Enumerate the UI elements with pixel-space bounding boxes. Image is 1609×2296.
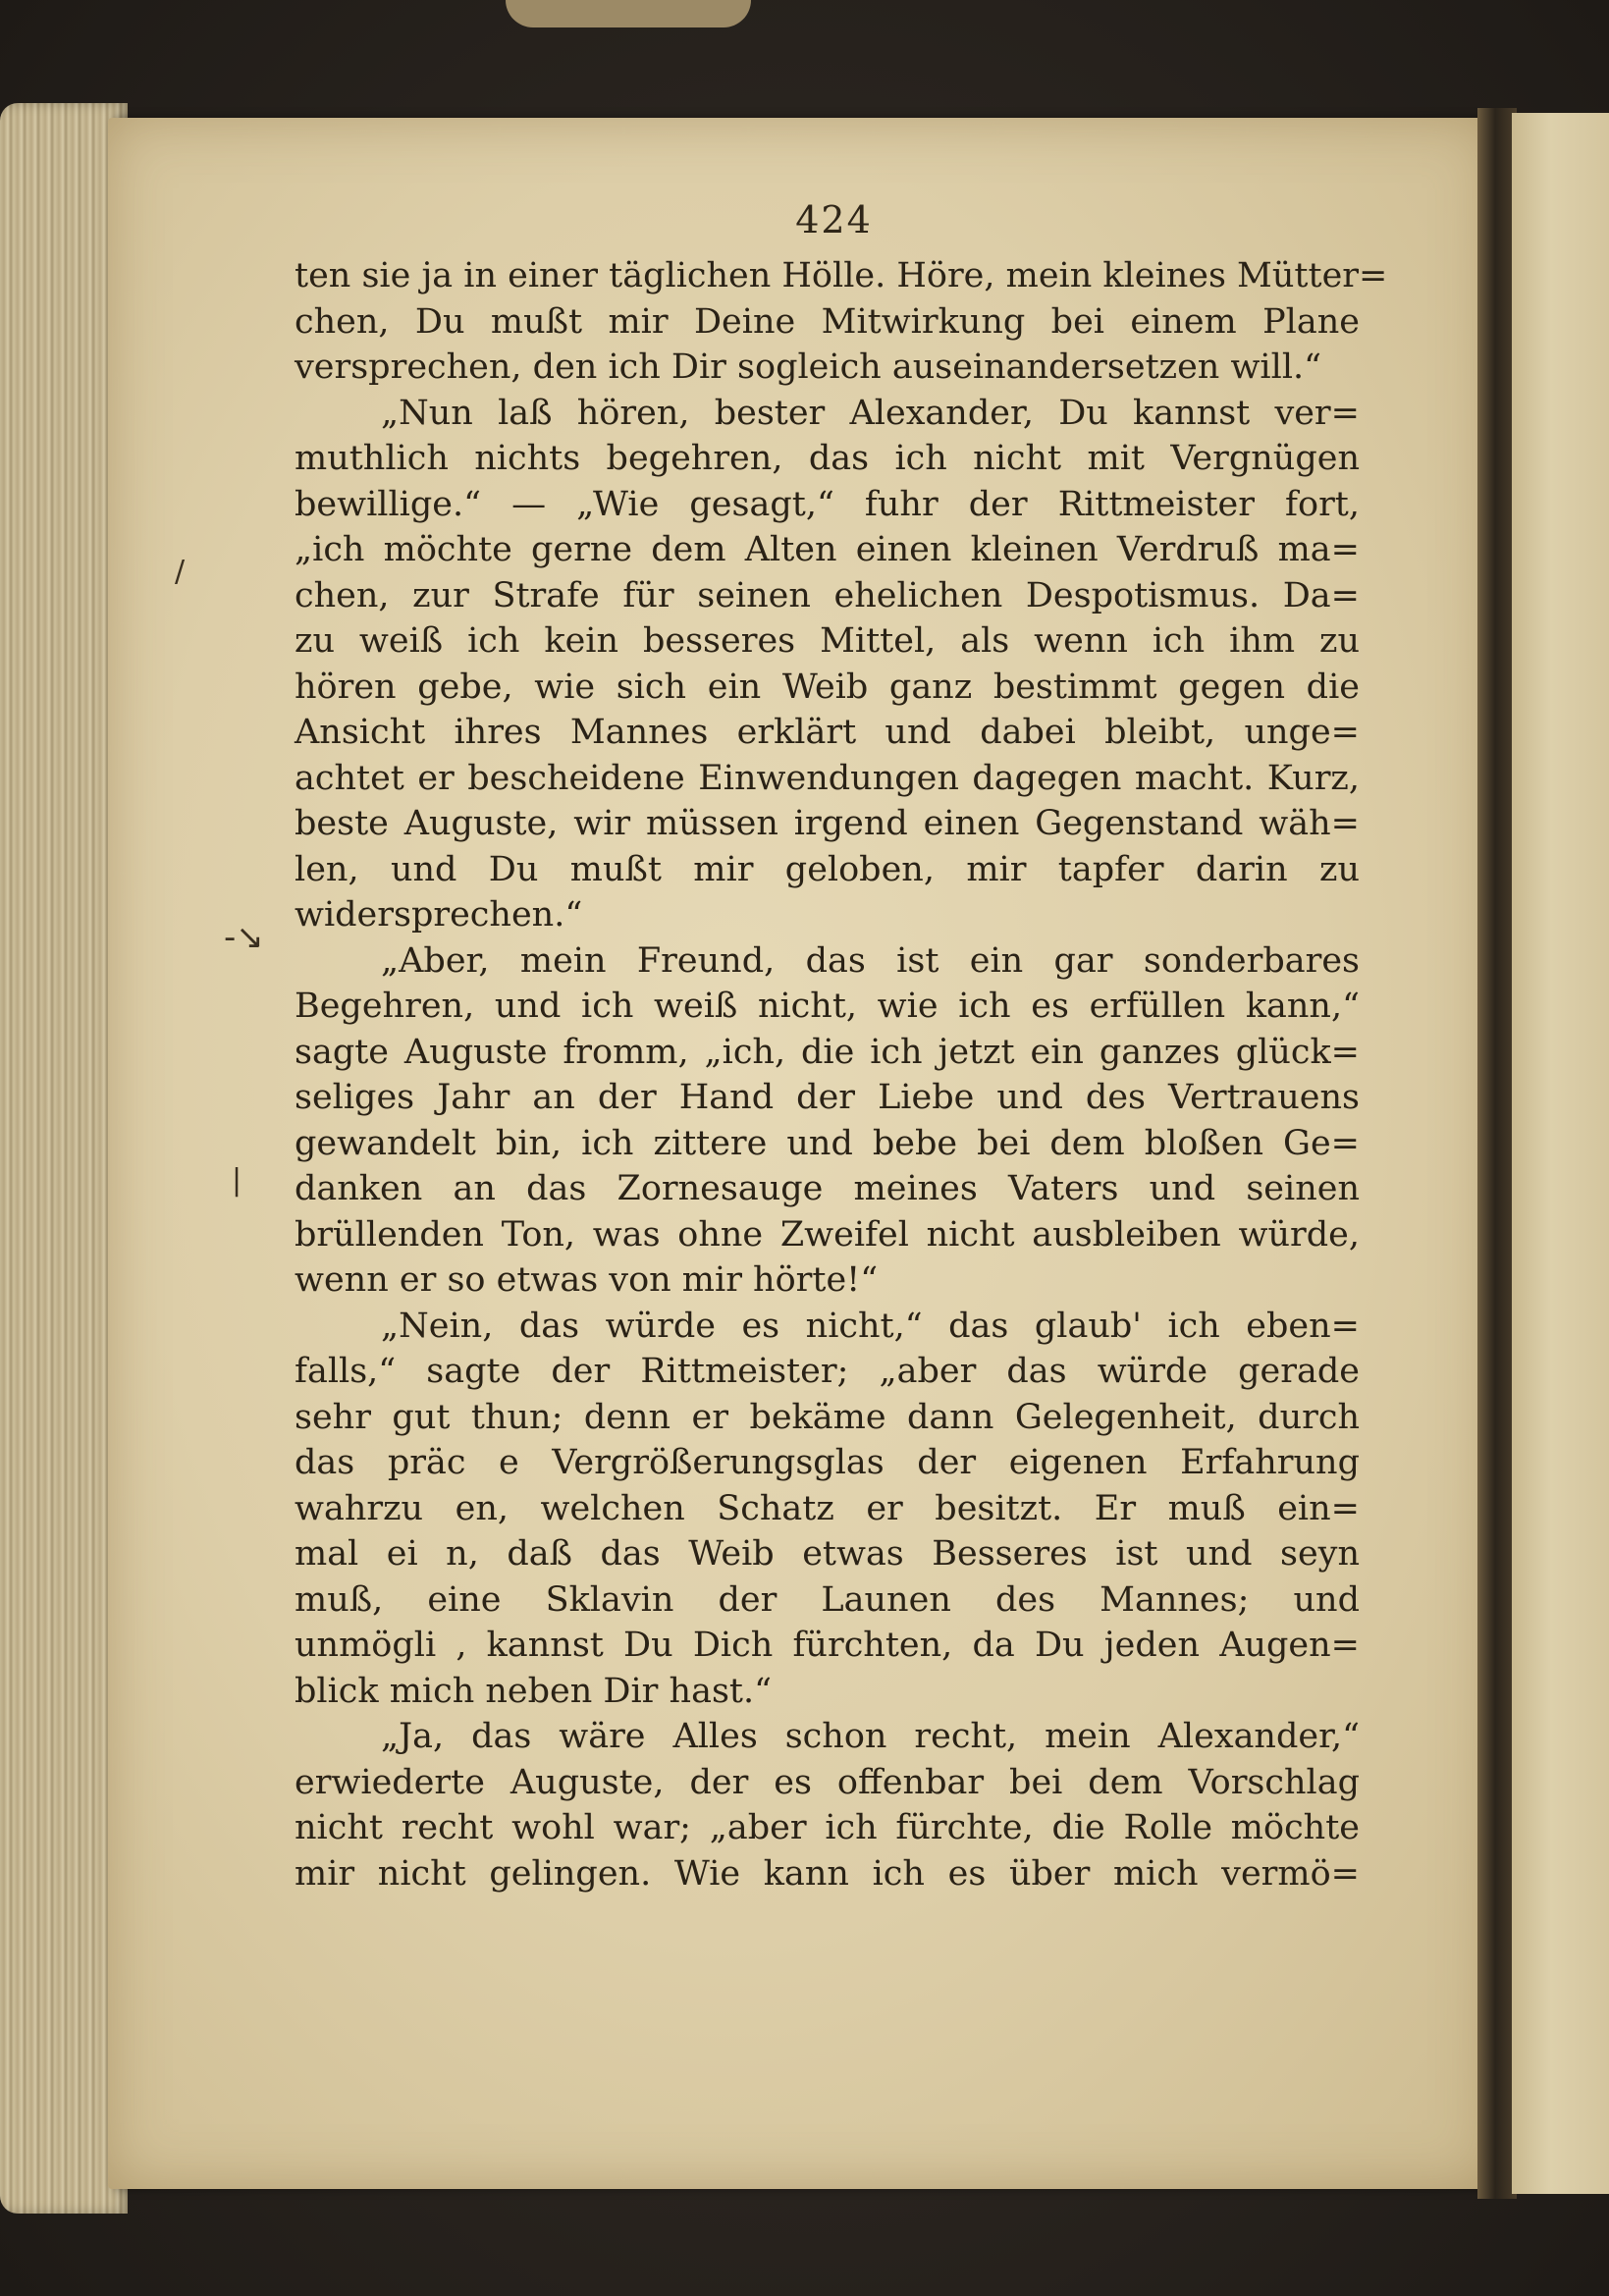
text-line (295, 984, 1360, 1030)
text-line (295, 391, 1360, 437)
text-line (295, 756, 1360, 802)
text-line-content: versprechen, den ich Dir sogleich auseinandersetzen will.“ (295, 347, 1322, 387)
text-line (295, 253, 1388, 299)
text-line-content: achtet er bescheidene Einwendungen dagegen macht. Kurz, (295, 758, 1360, 798)
text-line-content: falls,“ sagte der Rittmeister; „aber das würde gerade (295, 1352, 1360, 1391)
text-line (295, 938, 1360, 985)
margin-mark-tick: / (175, 555, 186, 589)
text-line-content: nicht recht wohl war; „aber ich fürchte, die Rolle möchte (295, 1808, 1360, 1847)
text-line (295, 1623, 1360, 1669)
text-line (295, 1121, 1360, 1167)
text-line (295, 1714, 1360, 1760)
text-line-content: brüllenden Ton, was ohne Zweifel nicht ausbleiben würde, (295, 1214, 1360, 1255)
text-line (295, 1486, 1360, 1532)
margin-mark-tick: | (232, 1163, 242, 1198)
text-line (295, 801, 1360, 847)
text-line-content: hören gebe, wie sich ein Weib ganz bestimmt gegen die (295, 667, 1360, 707)
text-line-content: ten sie ja in einer täglichen Hölle. Höre, mein kleines Mütter= (295, 256, 1388, 295)
text-line-content: blick mich neben Dir hast.“ (295, 1671, 772, 1711)
book-cover-flap (506, 0, 751, 27)
text-line-content: Begehren, und ich weiß nicht, wie ich es erfüllen kann,“ (295, 987, 1360, 1026)
text-line-content: bewillige.“ — „Wie gesagt,“ fuhr der Rittmeister fort, (295, 484, 1360, 524)
text-line-content: len, und Du mußt mir geloben, mir tapfer darin zu (295, 849, 1360, 889)
text-line (295, 1669, 1360, 1715)
text-line (295, 1805, 1360, 1851)
text-line-content: mir nicht gelingen. Wie kann ich es über mich vermö= (295, 1853, 1360, 1894)
text-line-content: erwiederte Auguste, der es offenbar bei dem Vorschlag (295, 1762, 1360, 1802)
text-line (295, 1304, 1360, 1350)
text-line-content: zu weiß ich kein besseres Mittel, als wenn ich ihm zu (295, 621, 1360, 661)
text-line (295, 1349, 1360, 1395)
text-line (295, 1531, 1360, 1577)
text-line (295, 710, 1360, 756)
text-line-content: sagte Auguste fromm, „ich, die ich jetzt ein ganzes glück= (295, 1032, 1360, 1072)
text-line (295, 299, 1360, 346)
margin-mark-arrow: -↘ (224, 918, 264, 957)
text-line-content: „Aber, mein Freund, das ist ein gar sonderbares (381, 940, 1360, 981)
text-line-content: muß, eine Sklavin der Launen des Mannes; und (295, 1579, 1360, 1620)
text-line-content: unmögli , kannst Du Dich fürchten, da Du jeden Augen= (295, 1626, 1360, 1665)
text-line-content: mal ei n, daß das Weib etwas Besseres ist und seyn (295, 1534, 1360, 1574)
text-line-content: danken an das Zornesauge meines Vaters und seinen (295, 1169, 1360, 1208)
text-line (295, 482, 1360, 528)
text-line-content: das präc e Vergrößerungsglas der eigenen Erfahrung (295, 1443, 1360, 1482)
text-line (295, 1212, 1360, 1258)
text-line (295, 1075, 1360, 1121)
text-line-content: „ich möchte gerne dem Alten einen kleinen Verdruß ma= (295, 530, 1360, 569)
text-line (295, 1257, 1360, 1304)
page-number: 424 (795, 198, 873, 241)
text-line-content: seliges Jahr an der Hand der Liebe und des Vertrauens (295, 1078, 1360, 1117)
text-line-content: „Ja, das wäre Alles schon recht, mein Alexander,“ (381, 1717, 1360, 1756)
page-text (295, 253, 1388, 1896)
text-line-content: Ansicht ihres Mannes erklärt und dabei bleibt, unge= (295, 713, 1360, 752)
text-line (295, 436, 1360, 482)
text-line (295, 1030, 1360, 1076)
text-line (295, 527, 1360, 573)
text-line (295, 1851, 1360, 1897)
text-line-content: chen, Du mußt mir Deine Mitwirkung bei einem Plane (295, 301, 1360, 342)
text-line-content: muthlich nichts begehren, das ich nicht mit Vergnügen (295, 439, 1360, 478)
text-line (295, 1166, 1360, 1212)
facing-page-edge (1512, 113, 1609, 2194)
text-line (295, 1440, 1360, 1486)
book-gutter (1477, 108, 1517, 2199)
text-line (295, 1577, 1360, 1624)
text-line (295, 345, 1360, 391)
text-line-content: wahrzu en, welchen Schatz er besitzt. Er muß ein= (295, 1488, 1360, 1528)
text-line (295, 1760, 1360, 1806)
text-line-content: widersprechen.“ (295, 895, 583, 934)
text-line (295, 1395, 1360, 1441)
text-line (295, 618, 1360, 665)
text-line (295, 892, 1360, 938)
text-line (295, 847, 1360, 893)
text-line (295, 665, 1360, 711)
text-line (295, 573, 1360, 619)
text-line-content: beste Auguste, wir müssen irgend einen Gegenstand wäh= (295, 804, 1360, 843)
text-line-content: wenn er so etwas von mir hörte!“ (295, 1260, 879, 1300)
text-line-content: chen, zur Strafe für seinen ehelichen Despotismus. Da= (295, 575, 1360, 615)
text-line-content: sehr gut thun; denn er bekäme dann Gelegenheit, durch (295, 1397, 1360, 1437)
text-line-content: „Nun laß hören, bester Alexander, Du kannst ver= (381, 393, 1360, 433)
text-line-content: gewandelt bin, ich zittere und bebe bei dem bloßen Ge= (295, 1123, 1360, 1163)
text-line-content: „Nein, das würde es nicht,“ das glaub' ich eben= (381, 1306, 1360, 1346)
